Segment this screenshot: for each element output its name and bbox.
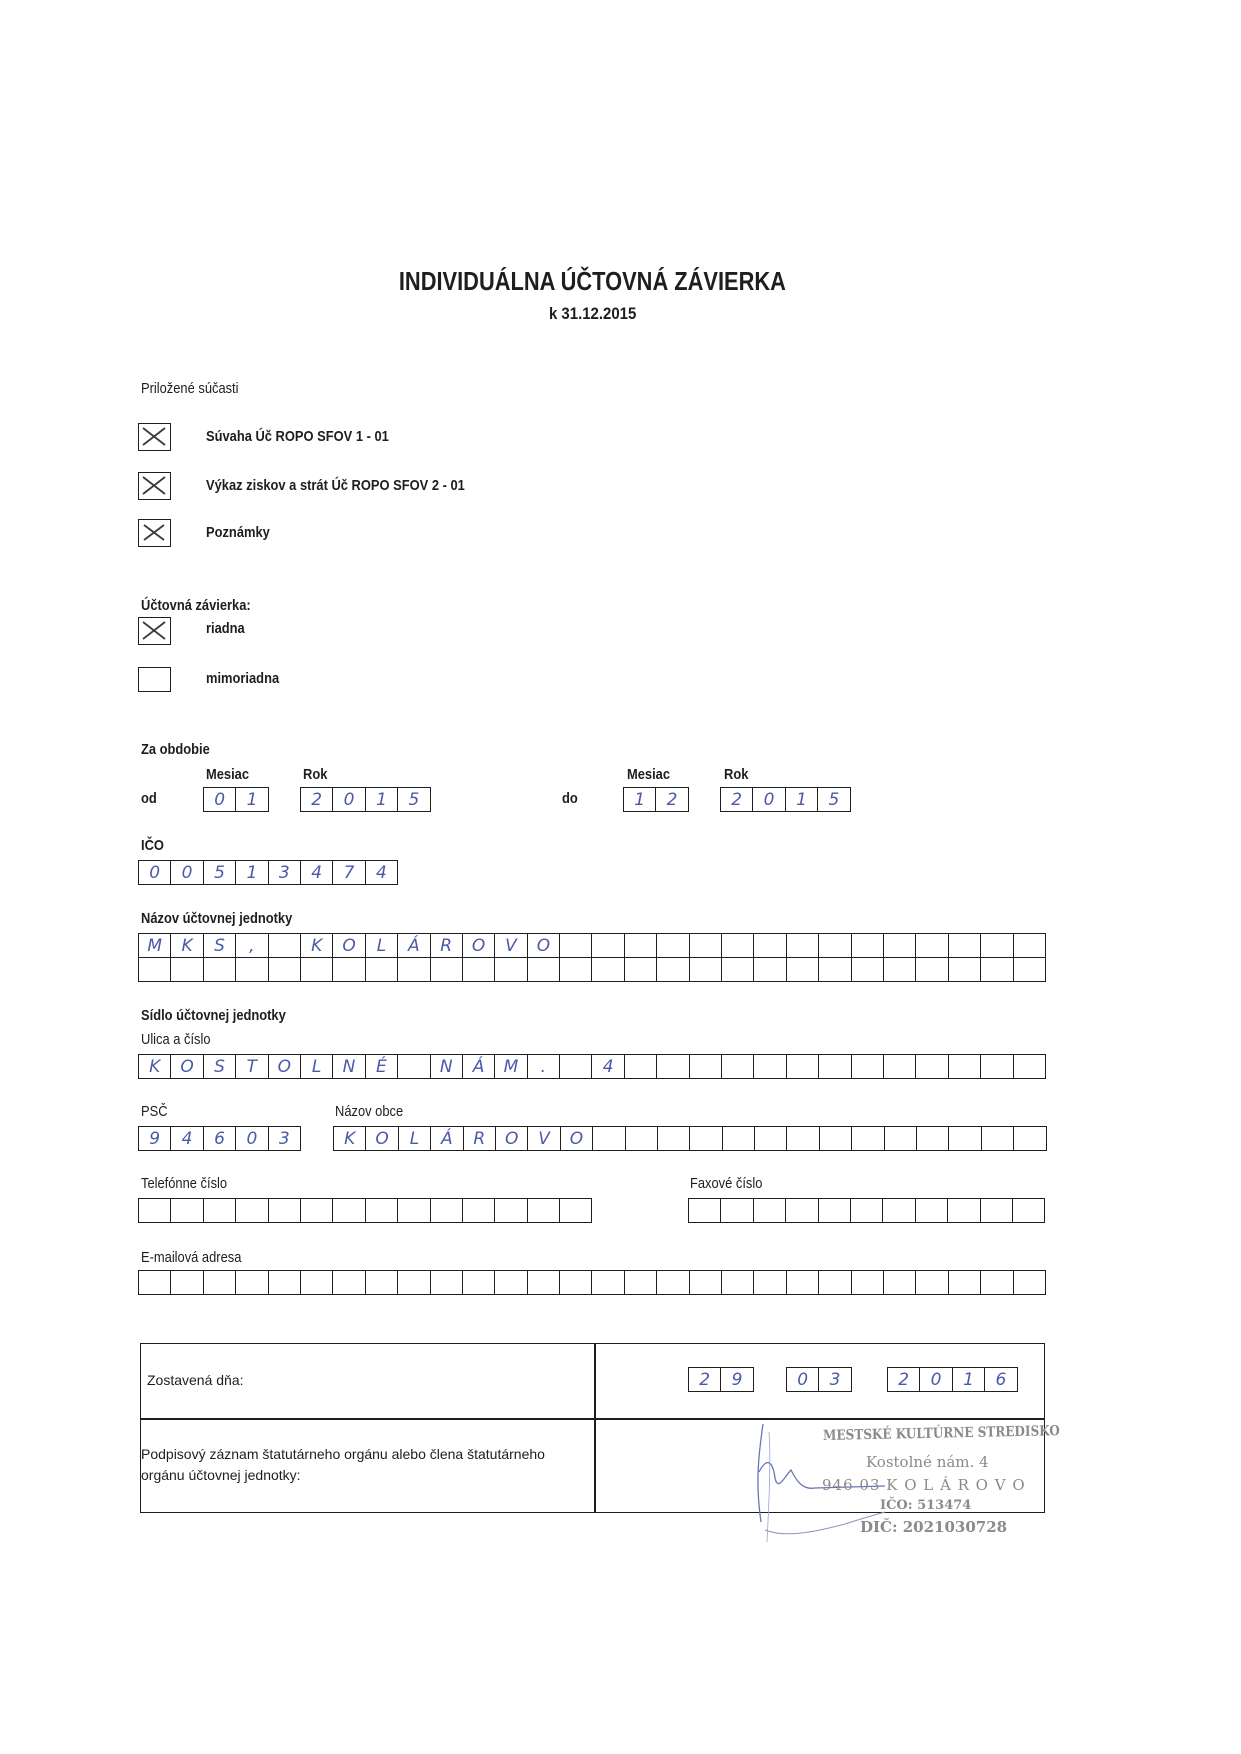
email-field bbox=[138, 1270, 1046, 1295]
char-cell[interactable] bbox=[787, 958, 819, 982]
compiled-year-field bbox=[887, 1367, 1018, 1392]
char-cell[interactable] bbox=[463, 1270, 495, 1295]
char-cell[interactable]: Á bbox=[463, 1054, 495, 1079]
char-cell[interactable] bbox=[625, 1270, 657, 1295]
char-cell[interactable] bbox=[204, 958, 236, 982]
char-cell[interactable] bbox=[852, 1054, 884, 1079]
char-cell[interactable] bbox=[981, 1270, 1013, 1295]
char-cell[interactable] bbox=[689, 1198, 721, 1223]
x-mark-icon bbox=[141, 475, 167, 496]
char-cell[interactable] bbox=[204, 1270, 236, 1295]
char-cell[interactable] bbox=[139, 958, 171, 982]
char-cell[interactable] bbox=[398, 1270, 430, 1295]
char-cell[interactable]: É bbox=[366, 1054, 398, 1079]
stamp-line-ico: IČO: 513474 bbox=[880, 1498, 972, 1513]
char-cell[interactable]: R bbox=[464, 1126, 496, 1151]
from-label: od bbox=[141, 790, 157, 807]
char-cell[interactable] bbox=[463, 958, 495, 982]
closing-type-label-regular: riadna bbox=[206, 620, 245, 637]
char-cell[interactable] bbox=[463, 1198, 495, 1223]
char-cell[interactable]: 6 bbox=[985, 1367, 1017, 1392]
char-cell[interactable]: M bbox=[495, 1054, 527, 1079]
char-cell[interactable] bbox=[366, 1198, 398, 1223]
char-cell[interactable]: 0 bbox=[787, 1367, 819, 1392]
email-label: E-mailová adresa bbox=[141, 1249, 242, 1266]
document-date-line: k 31.12.2015 bbox=[548, 304, 637, 323]
x-mark-icon bbox=[141, 522, 167, 543]
char-cell[interactable] bbox=[819, 958, 851, 982]
char-cell[interactable]: 0 bbox=[920, 1367, 952, 1392]
stamp-line-organization: MESTSKÉ KULTÚRNE STREDISKO bbox=[823, 1423, 1060, 1444]
period-heading: Za obdobie bbox=[141, 741, 210, 758]
attachment-checkbox-balance[interactable] bbox=[138, 423, 171, 451]
char-cell[interactable] bbox=[657, 933, 689, 958]
char-cell[interactable] bbox=[431, 1198, 463, 1223]
char-cell[interactable] bbox=[819, 933, 851, 958]
char-cell[interactable] bbox=[722, 958, 754, 982]
char-cell[interactable] bbox=[755, 1126, 787, 1151]
char-cell[interactable] bbox=[949, 933, 981, 958]
char-cell[interactable]: 5 bbox=[204, 860, 236, 885]
char-cell[interactable] bbox=[916, 1270, 948, 1295]
char-cell[interactable]: M bbox=[139, 933, 171, 958]
char-cell[interactable] bbox=[787, 1270, 819, 1295]
char-cell[interactable] bbox=[819, 1054, 851, 1079]
char-cell[interactable] bbox=[269, 933, 301, 958]
ico-field bbox=[138, 860, 398, 885]
char-cell[interactable] bbox=[690, 1270, 722, 1295]
to-month-field bbox=[623, 787, 689, 812]
char-cell[interactable] bbox=[916, 1054, 948, 1079]
char-cell[interactable] bbox=[528, 958, 560, 982]
char-cell[interactable] bbox=[948, 1198, 980, 1223]
char-cell[interactable] bbox=[236, 1198, 268, 1223]
compiled-month-field bbox=[786, 1367, 852, 1392]
char-cell[interactable] bbox=[398, 1054, 430, 1079]
char-cell[interactable]: 0 bbox=[753, 787, 785, 812]
from-year-field bbox=[300, 787, 431, 812]
stamp-line-city: 946 03 K O L Á R O V O bbox=[822, 1476, 1026, 1494]
char-cell[interactable] bbox=[1014, 958, 1046, 982]
char-cell[interactable] bbox=[495, 1198, 527, 1223]
char-cell[interactable]: L bbox=[301, 1054, 333, 1079]
char-cell[interactable] bbox=[625, 933, 657, 958]
char-cell[interactable]: 1 bbox=[624, 787, 656, 812]
char-cell[interactable]: 3 bbox=[819, 1367, 851, 1392]
fax-label: Faxové číslo bbox=[690, 1175, 763, 1192]
char-cell[interactable]: 1 bbox=[786, 787, 818, 812]
char-cell[interactable] bbox=[366, 958, 398, 982]
char-cell[interactable] bbox=[754, 933, 786, 958]
char-cell[interactable]: K bbox=[301, 933, 333, 958]
street-label: Ulica a číslo bbox=[141, 1031, 211, 1048]
from-month-field bbox=[203, 787, 269, 812]
char-cell[interactable]: O bbox=[333, 933, 365, 958]
char-cell[interactable]: K bbox=[171, 933, 203, 958]
attachment-label-income: Výkaz ziskov a strát Úč ROPO SFOV 2 - 01 bbox=[206, 477, 465, 494]
to-month-label: Mesiac bbox=[627, 766, 671, 783]
char-cell[interactable]: L bbox=[399, 1126, 431, 1151]
char-cell[interactable] bbox=[754, 1270, 786, 1295]
char-cell[interactable] bbox=[949, 958, 981, 982]
char-cell[interactable] bbox=[269, 958, 301, 982]
char-cell[interactable] bbox=[431, 1270, 463, 1295]
char-cell[interactable] bbox=[981, 958, 1013, 982]
attachments-heading: Priložené súčasti bbox=[141, 380, 239, 397]
compiled-date-label: Zostavená dňa: bbox=[147, 1372, 244, 1388]
char-cell[interactable] bbox=[171, 958, 203, 982]
char-cell[interactable] bbox=[883, 1198, 915, 1223]
document-title: INDIVIDUÁLNA ÚČTOVNÁ ZÁVIERKA bbox=[398, 266, 787, 296]
char-cell[interactable] bbox=[560, 1270, 592, 1295]
char-cell[interactable] bbox=[949, 1270, 981, 1295]
char-cell[interactable]: 2 bbox=[721, 787, 753, 812]
char-cell[interactable] bbox=[722, 933, 754, 958]
attachment-checkbox-notes[interactable] bbox=[138, 519, 171, 547]
char-cell[interactable] bbox=[690, 933, 722, 958]
char-cell[interactable] bbox=[852, 958, 884, 982]
char-cell[interactable]: V bbox=[528, 1126, 560, 1151]
char-cell[interactable] bbox=[560, 958, 592, 982]
char-cell[interactable] bbox=[560, 1198, 592, 1223]
char-cell[interactable]: 5 bbox=[398, 787, 430, 812]
char-cell[interactable]: 6 bbox=[204, 1126, 236, 1151]
zip-field bbox=[138, 1126, 301, 1151]
signature-label-line2: orgánu účtovnej jednotky: bbox=[141, 1467, 301, 1483]
char-cell[interactable]: O bbox=[366, 1126, 398, 1151]
char-cell[interactable] bbox=[721, 1198, 753, 1223]
char-cell[interactable]: 3 bbox=[269, 860, 301, 885]
char-cell[interactable]: 0 bbox=[171, 860, 203, 885]
char-cell[interactable] bbox=[916, 958, 948, 982]
attachment-label-balance: Súvaha Úč ROPO SFOV 1 - 01 bbox=[206, 428, 389, 445]
char-cell[interactable] bbox=[625, 958, 657, 982]
char-cell[interactable] bbox=[949, 1054, 981, 1079]
char-cell[interactable] bbox=[819, 1270, 851, 1295]
char-cell[interactable] bbox=[625, 1054, 657, 1079]
char-cell[interactable] bbox=[236, 1270, 268, 1295]
char-cell[interactable] bbox=[690, 1054, 722, 1079]
char-cell[interactable]: 4 bbox=[301, 860, 333, 885]
char-cell[interactable] bbox=[171, 1198, 203, 1223]
x-mark-icon bbox=[141, 620, 167, 641]
closing-type-checkbox-regular[interactable] bbox=[138, 617, 171, 645]
char-cell[interactable]: 9 bbox=[721, 1367, 753, 1392]
char-cell[interactable] bbox=[560, 1054, 592, 1079]
stamp-line-street: Kostolné nám. 4 bbox=[866, 1453, 989, 1471]
char-cell[interactable] bbox=[981, 1054, 1013, 1079]
char-cell[interactable]: 3 bbox=[269, 1126, 301, 1151]
char-cell[interactable] bbox=[301, 958, 333, 982]
char-cell[interactable]: 2 bbox=[888, 1367, 920, 1392]
entity-name-field-row1 bbox=[138, 933, 1046, 958]
char-cell[interactable] bbox=[301, 1270, 333, 1295]
table-divider-vertical bbox=[594, 1344, 596, 1512]
char-cell[interactable] bbox=[851, 1198, 883, 1223]
closing-type-checkbox-extraordinary[interactable] bbox=[138, 667, 171, 692]
char-cell[interactable]: K bbox=[139, 1054, 171, 1079]
char-cell[interactable] bbox=[981, 933, 1013, 958]
entity-name-field-row2 bbox=[138, 958, 1046, 982]
char-cell[interactable] bbox=[722, 1270, 754, 1295]
char-cell[interactable] bbox=[1014, 1126, 1046, 1151]
phone-label: Telefónne číslo bbox=[141, 1175, 228, 1192]
char-cell[interactable]: 0 bbox=[139, 860, 171, 885]
compiled-day-field bbox=[688, 1367, 754, 1392]
char-cell[interactable] bbox=[333, 1270, 365, 1295]
char-cell[interactable] bbox=[787, 1054, 819, 1079]
char-cell[interactable] bbox=[852, 933, 884, 958]
char-cell[interactable]: N bbox=[431, 1054, 463, 1079]
char-cell[interactable] bbox=[884, 1270, 916, 1295]
from-month-label: Mesiac bbox=[206, 766, 250, 783]
closing-type-heading: Účtovná závierka: bbox=[141, 597, 251, 614]
char-cell[interactable]: 4 bbox=[592, 1054, 624, 1079]
char-cell[interactable] bbox=[786, 1198, 818, 1223]
char-cell[interactable] bbox=[398, 958, 430, 982]
from-year-label: Rok bbox=[303, 766, 328, 783]
char-cell[interactable]: O bbox=[171, 1054, 203, 1079]
char-cell[interactable] bbox=[593, 1126, 625, 1151]
char-cell[interactable]: . bbox=[528, 1054, 560, 1079]
char-cell[interactable]: 1 bbox=[236, 787, 268, 812]
char-cell[interactable]: R bbox=[431, 933, 463, 958]
char-cell[interactable]: Á bbox=[431, 1126, 463, 1151]
char-cell[interactable] bbox=[398, 1198, 430, 1223]
char-cell[interactable] bbox=[495, 958, 527, 982]
char-cell[interactable]: T bbox=[236, 1054, 268, 1079]
char-cell[interactable] bbox=[916, 933, 948, 958]
char-cell[interactable] bbox=[560, 933, 592, 958]
stamp-line-dic: DIČ: 2021030728 bbox=[860, 1518, 1008, 1536]
char-cell[interactable] bbox=[754, 1198, 786, 1223]
char-cell[interactable]: 1 bbox=[366, 787, 398, 812]
char-cell[interactable] bbox=[333, 958, 365, 982]
char-cell[interactable]: 2 bbox=[689, 1367, 721, 1392]
phone-field bbox=[138, 1198, 592, 1223]
char-cell[interactable]: 0 bbox=[236, 1126, 268, 1151]
char-cell[interactable] bbox=[820, 1126, 852, 1151]
char-cell[interactable] bbox=[885, 1126, 917, 1151]
char-cell[interactable]: 7 bbox=[333, 860, 365, 885]
char-cell[interactable] bbox=[916, 1198, 948, 1223]
char-cell[interactable]: K bbox=[334, 1126, 366, 1151]
char-cell[interactable] bbox=[690, 958, 722, 982]
char-cell[interactable] bbox=[852, 1270, 884, 1295]
table-divider-horizontal bbox=[141, 1418, 1044, 1420]
char-cell[interactable] bbox=[431, 958, 463, 982]
char-cell[interactable]: Á bbox=[398, 933, 430, 958]
char-cell[interactable] bbox=[171, 1270, 203, 1295]
char-cell[interactable]: O bbox=[463, 933, 495, 958]
char-cell[interactable] bbox=[852, 1126, 884, 1151]
city-label: Názov obce bbox=[335, 1103, 404, 1120]
char-cell[interactable] bbox=[657, 958, 689, 982]
char-cell[interactable] bbox=[917, 1126, 949, 1151]
entity-name-label: Názov účtovnej jednotky bbox=[141, 910, 293, 927]
char-cell[interactable] bbox=[204, 1198, 236, 1223]
char-cell[interactable] bbox=[1014, 933, 1046, 958]
char-cell[interactable]: S bbox=[204, 1054, 236, 1079]
char-cell[interactable]: 2 bbox=[301, 787, 333, 812]
char-cell[interactable]: V bbox=[495, 933, 527, 958]
char-cell[interactable]: O bbox=[496, 1126, 528, 1151]
char-cell[interactable] bbox=[528, 1198, 560, 1223]
to-label: do bbox=[562, 790, 578, 807]
char-cell[interactable] bbox=[236, 958, 268, 982]
char-cell[interactable] bbox=[787, 933, 819, 958]
char-cell[interactable] bbox=[333, 1198, 365, 1223]
to-year-field bbox=[720, 787, 851, 812]
char-cell[interactable]: 2 bbox=[656, 787, 688, 812]
char-cell[interactable] bbox=[949, 1126, 981, 1151]
char-cell[interactable] bbox=[139, 1270, 171, 1295]
char-cell[interactable] bbox=[658, 1126, 690, 1151]
char-cell[interactable]: 9 bbox=[139, 1126, 171, 1151]
char-cell[interactable] bbox=[982, 1126, 1014, 1151]
city-field bbox=[333, 1126, 1047, 1151]
char-cell[interactable]: 5 bbox=[818, 787, 850, 812]
to-year-label: Rok bbox=[724, 766, 749, 783]
x-mark-icon bbox=[141, 426, 167, 447]
char-cell[interactable] bbox=[722, 1054, 754, 1079]
char-cell[interactable]: , bbox=[236, 933, 268, 958]
char-cell[interactable]: 1 bbox=[953, 1367, 985, 1392]
title-wrap bbox=[0, 266, 1185, 297]
char-cell[interactable] bbox=[657, 1270, 689, 1295]
char-cell[interactable]: 4 bbox=[171, 1126, 203, 1151]
char-cell[interactable] bbox=[528, 1270, 560, 1295]
char-cell[interactable]: O bbox=[269, 1054, 301, 1079]
char-cell[interactable] bbox=[657, 1054, 689, 1079]
char-cell[interactable] bbox=[819, 1198, 851, 1223]
char-cell[interactable] bbox=[1014, 1054, 1046, 1079]
zip-label: PSČ bbox=[141, 1103, 168, 1120]
char-cell[interactable] bbox=[884, 958, 916, 982]
date-line-wrap bbox=[0, 304, 1185, 324]
char-cell[interactable] bbox=[754, 1054, 786, 1079]
char-cell[interactable]: O bbox=[561, 1126, 593, 1151]
char-cell[interactable]: O bbox=[528, 933, 560, 958]
attachment-checkbox-income[interactable] bbox=[138, 472, 171, 500]
char-cell[interactable] bbox=[366, 1270, 398, 1295]
char-cell[interactable] bbox=[592, 1270, 624, 1295]
char-cell[interactable] bbox=[1014, 1270, 1046, 1295]
closing-type-label-extraordinary: mimoriadna bbox=[206, 670, 280, 687]
char-cell[interactable] bbox=[787, 1126, 819, 1151]
char-cell[interactable] bbox=[592, 933, 624, 958]
char-cell[interactable]: 0 bbox=[204, 787, 236, 812]
char-cell[interactable] bbox=[884, 933, 916, 958]
char-cell[interactable]: S bbox=[204, 933, 236, 958]
char-cell[interactable] bbox=[495, 1270, 527, 1295]
address-heading: Sídlo účtovnej jednotky bbox=[141, 1007, 286, 1024]
char-cell[interactable] bbox=[269, 1198, 301, 1223]
char-cell[interactable] bbox=[269, 1270, 301, 1295]
char-cell[interactable] bbox=[981, 1198, 1013, 1223]
char-cell[interactable] bbox=[884, 1054, 916, 1079]
char-cell[interactable] bbox=[592, 958, 624, 982]
char-cell[interactable] bbox=[754, 958, 786, 982]
char-cell[interactable]: 1 bbox=[236, 860, 268, 885]
char-cell[interactable] bbox=[1013, 1198, 1045, 1223]
signature-label-line1: Podpisový záznam štatutárneho orgánu alebo člena štatutárneho bbox=[141, 1446, 545, 1462]
ico-label: IČO bbox=[141, 837, 164, 854]
char-cell[interactable]: N bbox=[333, 1054, 365, 1079]
char-cell[interactable] bbox=[723, 1126, 755, 1151]
char-cell[interactable] bbox=[626, 1126, 658, 1151]
attachment-label-notes: Poznámky bbox=[206, 524, 270, 541]
char-cell[interactable]: L bbox=[366, 933, 398, 958]
char-cell[interactable] bbox=[690, 1126, 722, 1151]
char-cell[interactable] bbox=[301, 1198, 333, 1223]
street-field bbox=[138, 1054, 1046, 1079]
char-cell[interactable]: 0 bbox=[333, 787, 365, 812]
char-cell[interactable]: 4 bbox=[366, 860, 398, 885]
char-cell[interactable] bbox=[139, 1198, 171, 1223]
fax-field bbox=[688, 1198, 1045, 1223]
